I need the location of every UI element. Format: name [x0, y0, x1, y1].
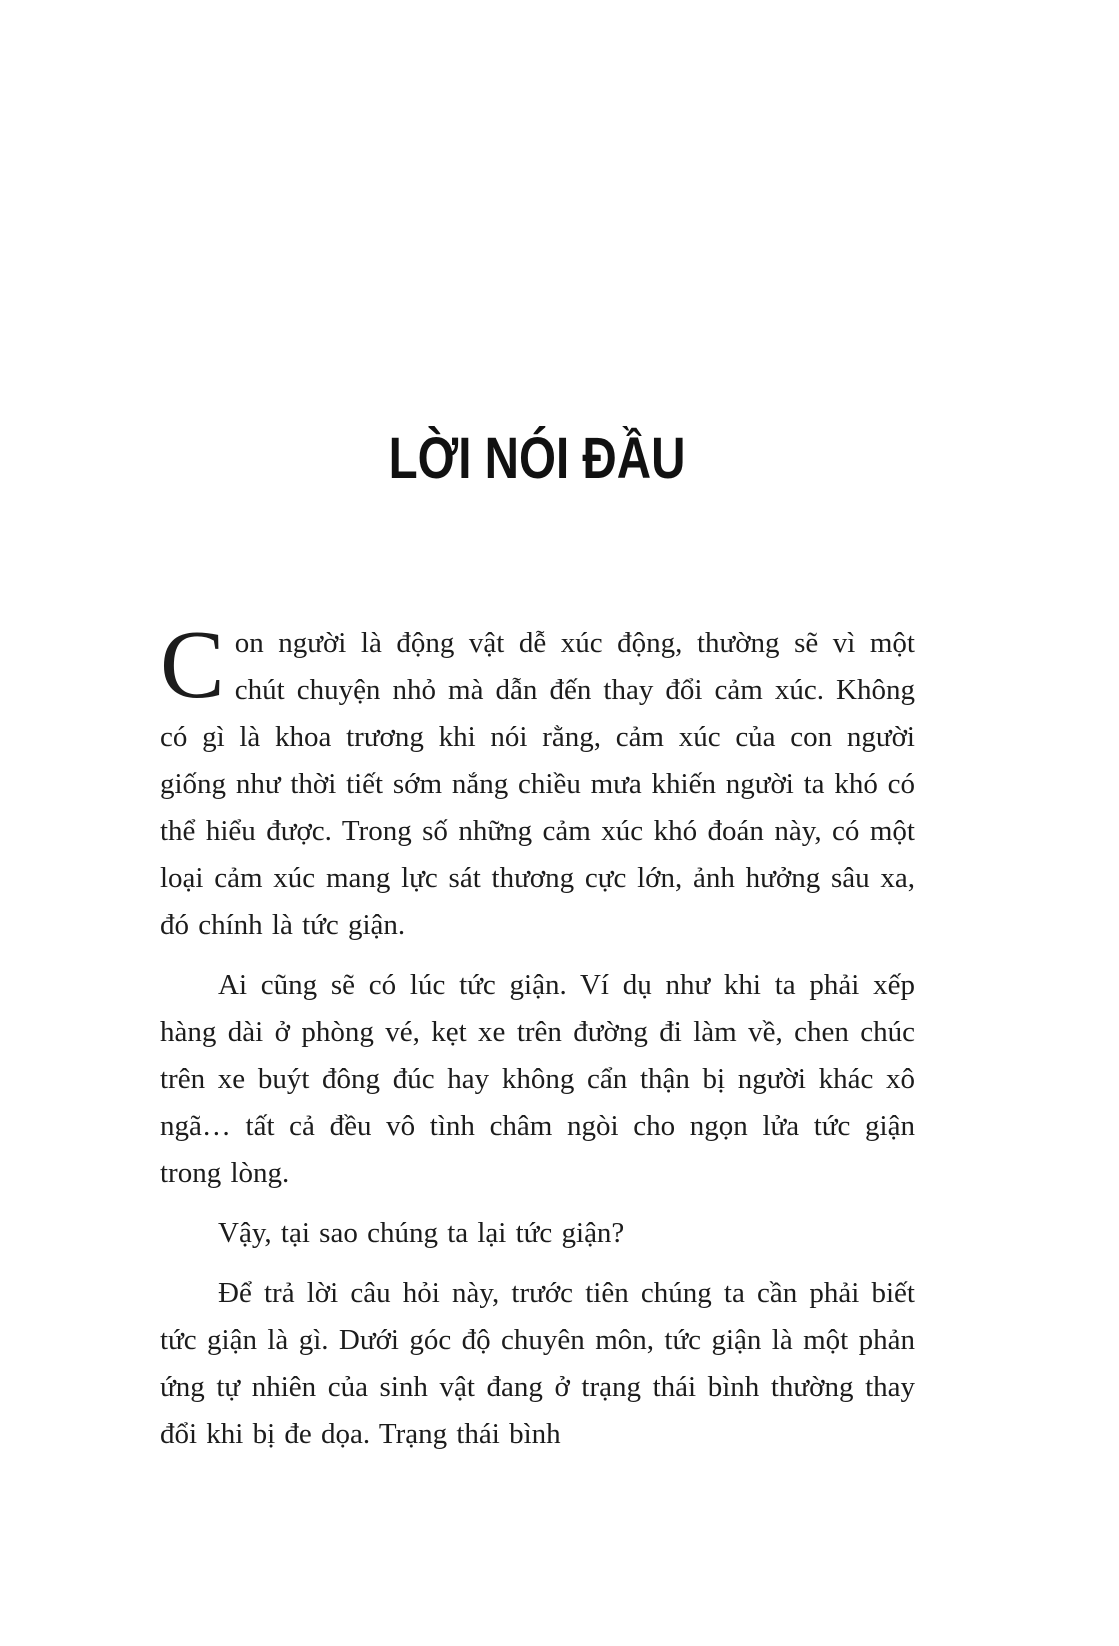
chapter-heading	[160, 425, 915, 492]
paragraph-text: Vậy, tại sao chúng ta lại tức giận?	[218, 1217, 625, 1249]
paragraph	[160, 962, 915, 1197]
page-title: LỜI NÓI ĐẦU	[389, 426, 686, 491]
paragraph-text: Ai cũng sẽ có lúc tức giận. Ví dụ như khi ta phải xếp hàng dài ở phòng vé, kẹt xe trên đường đi làm về, chen chúc trên xe buýt đông đúc hay không cẩn thận bị người khác xô ngã… tất cả đều vô tình châm ngòi cho ngọn lửa tức giận trong lòng.	[160, 969, 915, 1189]
paragraph	[160, 1210, 915, 1257]
body-text	[160, 611, 915, 1458]
paragraph	[160, 611, 915, 949]
page-content	[160, 425, 915, 1471]
paragraph-text: Để trả lời câu hỏi này, trước tiên chúng ta cần phải biết tức giận là gì. Dưới góc độ chuyên môn, tức giận là một phản ứng tự nhiên của sinh vật đang ở trạng thái bình thường thay đổi khi bị đe dọa. Trạng thái bình	[160, 1277, 915, 1450]
paragraph-text: on người là động vật dễ xúc động, thường sẽ vì một chút chuyện nhỏ mà dẫn đến thay đổi cảm xúc. Không có gì là khoa trương khi nói rằng, cảm xúc của con người giống như thời tiết sớm nắng chiều mưa khiến người ta khó có thể hiểu được. Trong số những cảm xúc khó đoán này, có một loại cảm xúc mang lực sát thương cực lớn, ảnh hưởng sâu xa, đó chính là tức giận.	[160, 627, 915, 941]
drop-cap: C	[160, 611, 225, 718]
paragraph	[160, 1270, 915, 1458]
